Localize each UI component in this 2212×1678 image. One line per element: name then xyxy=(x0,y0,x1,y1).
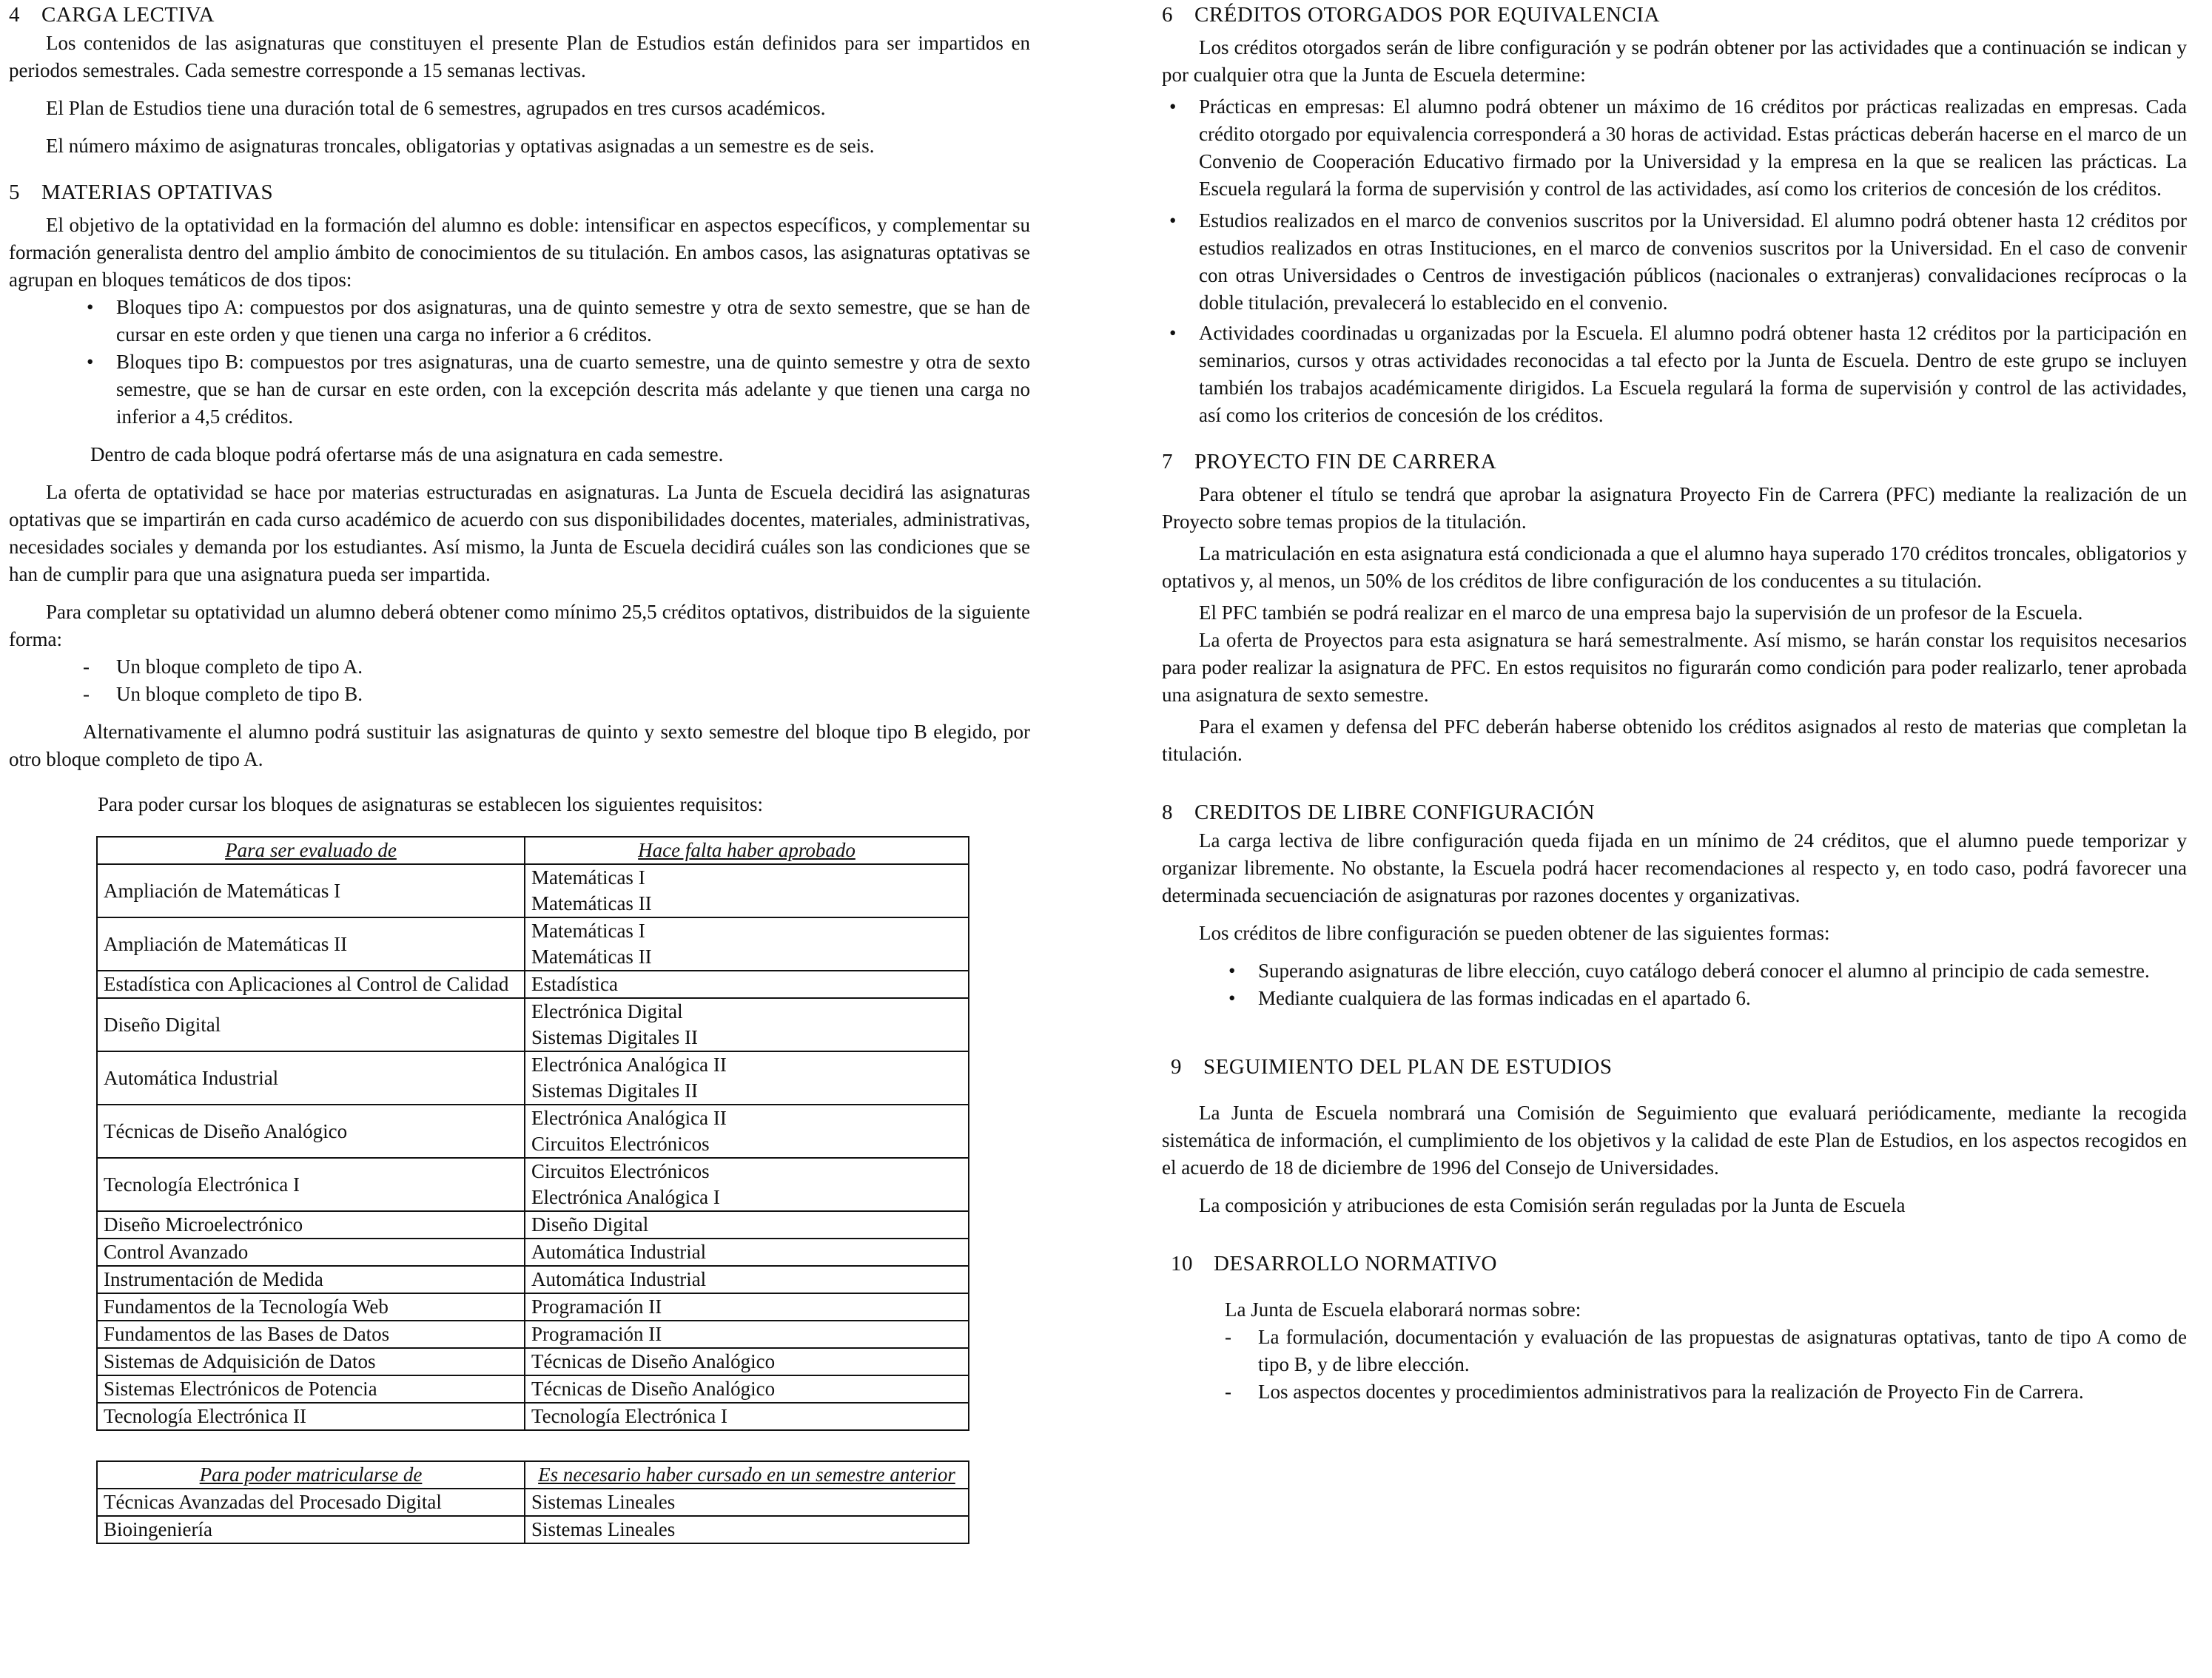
table-header-row xyxy=(97,837,969,864)
left-column xyxy=(9,0,1030,1544)
requirement-cell xyxy=(525,1516,969,1543)
requirement-cell xyxy=(525,1489,969,1516)
table-row xyxy=(97,1321,969,1348)
table-row xyxy=(97,1489,969,1516)
section-9-heading xyxy=(1162,1052,2187,1082)
regulations-list xyxy=(1162,1324,2187,1406)
section-title: SEGUIMIENTO DEL PLAN DE ESTUDIOS xyxy=(1203,1055,1613,1079)
requirements-table xyxy=(96,836,969,1431)
table-row xyxy=(97,971,969,998)
paragraph: Para el examen y defensa del PFC deberán haberse obtenido los créditos asignados al resto de materias que completan la titulación. xyxy=(1162,715,2187,765)
section-number: 4 xyxy=(9,3,20,27)
requirement-item: Programación II xyxy=(531,1323,662,1345)
paragraph: El número máximo de asignaturas troncales, obligatorias y optativas asignadas a un semestre es de seis. xyxy=(46,135,875,157)
section-title: CREDITOS DE LIBRE CONFIGURACIÓN xyxy=(1194,801,1596,824)
column-header: Hace falta haber aprobado xyxy=(525,837,969,864)
right-column xyxy=(1162,0,2187,1406)
paragraph: La Junta de Escuela nombrará una Comisión de Seguimiento que evaluará periódicamente, mediante la recogida sistemática de información, el cumplimiento de los objetivos y la calidad de este Plan de Estudios, en los aspectos recogidos en el acuerdo de 18 de diciembre de 1996 del Consejo de Universidades. xyxy=(1162,1102,2187,1179)
subject-cell: Ampliación de Matemáticas II xyxy=(97,917,525,971)
section-number: 6 xyxy=(1162,3,1173,27)
block-types-list xyxy=(9,294,1030,431)
table-row xyxy=(97,1293,969,1321)
requirement-item: Automática Industrial xyxy=(531,1241,707,1263)
subject-cell: Fundamentos de las Bases de Datos xyxy=(97,1321,525,1348)
section-8-heading xyxy=(1162,798,2187,827)
section-5-heading xyxy=(9,178,1030,207)
paragraph: La oferta de Proyectos para esta asignatura se hará semestralmente. Así mismo, se harán constar los requisitos necesarios para poder realizar la asignatura de PFC. En estos requisitos no figurarán como condición para poder realizarlo, tener aprobada una asignatura de sexto semestre. xyxy=(1162,629,2187,706)
requirement-item: Automática Industrial xyxy=(531,1268,707,1290)
requirement-item: Sistemas Lineales xyxy=(531,1491,676,1513)
section-number: 8 xyxy=(1162,801,1173,824)
section-title: PROYECTO FIN DE CARRERA xyxy=(1194,450,1497,474)
paragraph: La matriculación en esta asignatura está condicionada a que el alumno haya superado 170 créditos troncales, obligatorios y optativos y, al menos, un 50% de los créditos de libre configuración de los conducentes a su titulación. xyxy=(1162,542,2187,592)
requirement-cell xyxy=(525,1105,969,1158)
section-number: 5 xyxy=(9,181,20,204)
paragraph: Para obtener el título se tendrá que aprobar la asignatura Proyecto Fin de Carrera (PFC) mediante la realización de un Proyecto sobre temas propios de la titulación. xyxy=(1162,483,2187,533)
section-number: 10 xyxy=(1171,1252,1193,1276)
paragraph: Para poder cursar los bloques de asignaturas se establecen los siguientes requisitos: xyxy=(98,793,764,815)
subject-cell: Control Avanzado xyxy=(97,1239,525,1266)
paragraph: La composición y atribuciones de esta Comisión serán reguladas por la Junta de Escuela xyxy=(1199,1194,1906,1216)
requirement-cell xyxy=(525,1348,969,1375)
requirement-cell xyxy=(525,1293,969,1321)
requirement-item: Diseño Digital xyxy=(531,1213,649,1236)
table-row xyxy=(97,1158,969,1211)
table-row xyxy=(97,1375,969,1403)
column-header: Para ser evaluado de xyxy=(97,837,525,864)
paragraph: Para completar su optatividad un alumno deberá obtener como mínimo 25,5 créditos optativos, distribuidos de la siguiente forma: xyxy=(9,601,1030,650)
requirement-item: Técnicas de Diseño Analógico xyxy=(531,1378,776,1400)
requirement-cell xyxy=(525,864,969,917)
subject-cell: Fundamentos de la Tecnología Web xyxy=(97,1293,525,1321)
requirement-item: Circuitos Electrónicos xyxy=(531,1133,710,1155)
table-row xyxy=(97,917,969,971)
subject-cell: Técnicas de Diseño Analógico xyxy=(97,1105,525,1158)
section-number: 7 xyxy=(1162,450,1173,474)
requirement-item: Electrónica Analógica II xyxy=(531,1107,727,1129)
subject-cell: Tecnología Electrónica I xyxy=(97,1158,525,1211)
list-item: - Un bloque completo de tipo B. xyxy=(83,681,1030,708)
table-row xyxy=(97,1348,969,1375)
requirement-cell xyxy=(525,1051,969,1105)
list-item: • Bloques tipo A: compuestos por dos asignaturas, una de quinto semestre y otra de sexto semestre, que se han de cursar en este orden y que tienen una carga no inferior a 6 créditos. xyxy=(79,294,1030,348)
requirement-item: Matemáticas II xyxy=(531,892,652,914)
subject-cell: Bioingeniería xyxy=(97,1516,525,1543)
section-10-heading xyxy=(1162,1249,2187,1278)
subject-cell: Diseño Microelectrónico xyxy=(97,1211,525,1239)
block-requirement-list xyxy=(9,653,1030,708)
column-header: Es necesario haber cursado en un semestre anterior xyxy=(525,1461,969,1489)
list-item: - La formulación, documentación y evaluación de las propuestas de asignaturas optativas, tanto de tipo A como de tipo B, y de libre elección. xyxy=(1225,1324,2187,1378)
section-title: MATERIAS OPTATIVAS xyxy=(41,181,274,204)
paragraph: La Junta de Escuela elaborará normas sobre: xyxy=(1225,1298,1581,1321)
list-item: • Bloques tipo B: compuestos por tres asignaturas, una de cuarto semestre, una de quinto semestre y otra de sexto semestre, que se han de cursar en este orden, con la excepción descrita más adelante y que tienen una carga no inferior a 4,5 créditos. xyxy=(79,348,1030,431)
section-4-heading xyxy=(9,0,1030,30)
list-item: • Prácticas en empresas: El alumno podrá obtener un máximo de 16 créditos por prácticas realizadas en empresas. Cada crédito otorgado por equivalencia corresponderá a 30 horas de actividad. Estas prácticas deberán hacerse en el marco de un Convenio de Cooperación Educativo firmado por la Universidad y la empresa en la que se realicen las prácticas. La Escuela regulará la forma de supervisión y control de las actividades, así como los criterios de concesión de los créditos. xyxy=(1162,93,2187,203)
requirement-cell xyxy=(525,1211,969,1239)
section-title: DESARROLLO NORMATIVO xyxy=(1214,1252,1497,1276)
column-header: Para poder matricularse de xyxy=(97,1461,525,1489)
table-row xyxy=(97,1516,969,1543)
section-7-heading xyxy=(1162,447,2187,476)
list-item: • Mediante cualquiera de las formas indicadas en el apartado 6. xyxy=(1221,985,2187,1012)
subject-cell: Sistemas de Adquisición de Datos xyxy=(97,1348,525,1375)
requirement-cell xyxy=(525,1375,969,1403)
requirement-cell xyxy=(525,1321,969,1348)
list-item: - Los aspectos docentes y procedimientos administrativos para la realización de Proyecto Fin de Carrera. xyxy=(1225,1378,2187,1406)
requirement-item: Matemáticas I xyxy=(531,866,645,889)
requirement-item: Matemáticas I xyxy=(531,920,645,942)
requirement-item: Programación II xyxy=(531,1295,662,1318)
subject-cell: Instrumentación de Medida xyxy=(97,1266,525,1293)
enrollment-requirements-table xyxy=(96,1460,969,1544)
paragraph: Los créditos de libre configuración se pueden obtener de las siguientes formas: xyxy=(1199,922,1830,944)
section-number: 9 xyxy=(1171,1055,1182,1079)
subject-cell: Ampliación de Matemáticas I xyxy=(97,864,525,917)
table-row xyxy=(97,1403,969,1430)
requirement-cell xyxy=(525,1403,969,1430)
free-credits-list xyxy=(1162,957,2187,1012)
table-row xyxy=(97,1266,969,1293)
paragraph: El objetivo de la optatividad en la formación del alumno es doble: intensificar en aspectos específicos, y complementar su formación generalista dentro del amplio ámbito de conocimientos de su titulación. En ambos casos, las asignaturas optativas se agrupan en bloques temáticos de dos tipos: xyxy=(9,214,1030,291)
table-header-row xyxy=(97,1461,969,1489)
list-item: • Superando asignaturas de libre elección, cuyo catálogo deberá conocer el alumno al principio de cada semestre. xyxy=(1221,957,2187,985)
table-row xyxy=(97,1211,969,1239)
table-row xyxy=(97,1051,969,1105)
table-row xyxy=(97,864,969,917)
requirement-item: Sistemas Digitales II xyxy=(531,1026,698,1048)
paragraph: Alternativamente el alumno podrá sustituir las asignaturas de quinto y sexto semestre del bloque tipo B elegido, por otro bloque completo de tipo A. xyxy=(9,721,1030,770)
table-row xyxy=(97,1239,969,1266)
requirement-cell xyxy=(525,1158,969,1211)
requirement-item: Técnicas de Diseño Analógico xyxy=(531,1350,776,1372)
subject-cell: Técnicas Avanzadas del Procesado Digital xyxy=(97,1489,525,1516)
equivalence-list xyxy=(1162,93,2187,429)
paragraph: El Plan de Estudios tiene una duración total de 6 semestres, agrupados en tres cursos académicos. xyxy=(46,97,826,119)
paragraph: El PFC también se podrá realizar en el marco de una empresa bajo la supervisión de un profesor de la Escuela. xyxy=(1199,602,2083,624)
list-item: • Actividades coordinadas u organizadas por la Escuela. El alumno podrá obtener hasta 12 créditos por la participación en seminarios, cursos y otras actividades reconocidas a tal efecto por la Junta de Escuela. Dentro de este grupo se incluyen también los trabajos académicamente dirigidos. La Escuela regulará la forma de supervisión y control de las actividades, así como los criterios de concesión de los créditos. xyxy=(1162,320,2187,429)
requirement-cell xyxy=(525,1239,969,1266)
paragraph: Los créditos otorgados serán de libre configuración y se podrán obtener por las actividades que a continuación se indican y por cualquier otra que la Junta de Escuela determine: xyxy=(1162,36,2187,86)
subject-cell: Tecnología Electrónica II xyxy=(97,1403,525,1430)
requirement-item: Circuitos Electrónicos xyxy=(531,1160,710,1182)
requirement-item: Electrónica Digital xyxy=(531,1000,683,1022)
requirement-item: Matemáticas II xyxy=(531,946,652,968)
requirement-cell xyxy=(525,998,969,1051)
requirement-item: Electrónica Analógica I xyxy=(531,1186,720,1208)
requirement-item: Estadística xyxy=(531,973,618,995)
section-title: CARGA LECTIVA xyxy=(41,3,215,27)
paragraph: La carga lectiva de libre configuración queda fijada en un mínimo de 24 créditos, que el alumno puede temporizar y organizar libremente. No obstante, la Escuela podrá hacer recomendaciones al respecto y, en todo caso, podrá favorecer una determinada secuenciación de asignaturas por razones docentes y organizativas. xyxy=(1162,829,2187,906)
subject-cell: Diseño Digital xyxy=(97,998,525,1051)
table-row xyxy=(97,1105,969,1158)
section-title: CRÉDITOS OTORGADOS POR EQUIVALENCIA xyxy=(1194,3,1660,27)
requirement-item: Electrónica Analógica II xyxy=(531,1054,727,1076)
subject-cell: Estadística con Aplicaciones al Control de Calidad xyxy=(97,971,525,998)
table-row xyxy=(97,998,969,1051)
list-item: • Estudios realizados en el marco de convenios suscritos por la Universidad. El alumno podrá obtener hasta 12 créditos por estudios realizados en otras Instituciones, en el marco de convenios suscritos por la Universidad. En el caso de convenir con otras Universidades o Centros de investigación públicos (nacionales o extranjeras) convalidaciones recíprocas o la doble titulación, prevalecerá lo establecido en el convenio. xyxy=(1162,207,2187,317)
requirement-cell xyxy=(525,1266,969,1293)
subject-cell: Sistemas Electrónicos de Potencia xyxy=(97,1375,525,1403)
section-6-heading xyxy=(1162,0,2187,30)
requirement-item: Sistemas Digitales II xyxy=(531,1079,698,1102)
paragraph: La oferta de optatividad se hace por materias estructuradas en asignaturas. La Junta de Escuela decidirá las asignaturas optativas que se impartirán en cada curso académico de acuerdo con sus disponibilidades docentes, materiales, administrativas, necesidades sociales y demanda por los estudiantes. Así mismo, la Junta de Escuela decidirá cuáles son las condiciones que se han de cumplir para que una asignatura pueda ser impartida. xyxy=(9,481,1030,585)
paragraph: Dentro de cada bloque podrá ofertarse más de una asignatura en cada semestre. xyxy=(90,443,724,465)
requirement-cell xyxy=(525,917,969,971)
requirement-item: Tecnología Electrónica I xyxy=(531,1405,727,1427)
requirement-cell xyxy=(525,971,969,998)
paragraph: Los contenidos de las asignaturas que constituyen el presente Plan de Estudios están definidos para ser impartidos en periodos semestrales. Cada semestre corresponde a 15 semanas lectivas. xyxy=(9,32,1030,81)
subject-cell: Automática Industrial xyxy=(97,1051,525,1105)
requirement-item: Sistemas Lineales xyxy=(531,1518,676,1540)
list-item: - Un bloque completo de tipo A. xyxy=(83,653,1030,681)
